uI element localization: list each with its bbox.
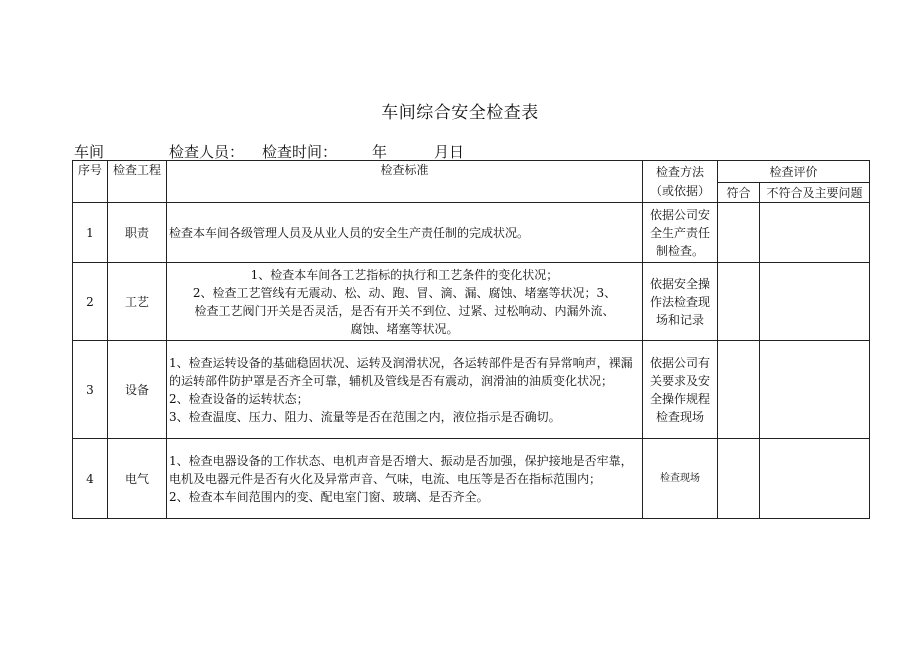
row-conform-cell <box>718 439 760 519</box>
row-item: 工艺 <box>108 263 167 341</box>
header-evaluation: 检查评价 <box>718 161 870 183</box>
row-conform-cell <box>718 341 760 439</box>
row-method: 依据公司有 关要求及安 全操作规程 检查现场 <box>643 341 718 439</box>
row-seq: 4 <box>73 439 108 519</box>
row-standard <box>167 203 643 263</box>
header-method-line2: （或依据） <box>649 183 710 198</box>
workshop-label: 车间 <box>74 143 105 161</box>
header-seq: 序号 <box>73 161 108 203</box>
row-seq: 3 <box>73 341 108 439</box>
header-standard: 检查标准 <box>167 161 643 203</box>
row-nonconform-cell <box>760 263 870 341</box>
row-method: 检查现场 <box>643 439 718 519</box>
table-row <box>73 341 870 439</box>
header-method-line1: 检查方法 <box>655 164 704 179</box>
row-item: 电气 <box>108 439 167 519</box>
inspection-table <box>72 160 870 519</box>
row-seq: 1 <box>73 203 108 263</box>
row-standard <box>167 341 643 439</box>
row-standard-text: 1、检查本车间各工艺指标的执行和工艺条件的变化状况； 2、检查工艺管线有无震动、松、动、跑、冒、滴、漏、腐蚀、堵塞等状况；3、 检查工艺阀门开关是否灵活，是否有开关不到位、过紧、过松响动、内漏外流、 腐蚀、堵塞等状况。 <box>192 267 617 336</box>
inspector-label: 检查人员： <box>169 143 245 161</box>
row-standard-text: 检查本车间各级管理人员及从业人员的安全生产责任制的完成状况。 <box>169 225 530 240</box>
row-conform-cell <box>718 263 760 341</box>
header-method <box>643 161 718 203</box>
row-standard-text: 1、检查运转设备的基础稳固状况、运转及润滑状况，各运转部件是否有异常响声，裸漏的运转部件防护罩是否齐全可靠，辅机及管线是否有震动，润滑油的油质变化状况； 2、检查设备的运转状态； 3、检查温度、压力、阻力、流量等是否在范围之内，液位指示是否确切。 <box>169 355 633 424</box>
row-standard-text: 1、检查电器设备的工作状态、电机声音是否增大、振动是否加强，保护接地是否牢靠，电机及电器元件是否有火化及异常声音、气味，电流、电压等是否在指标范围内； 2、检查本车间范围内的变、配电室门窗、玻璃、是否齐全。 <box>169 453 633 504</box>
row-nonconform-cell <box>760 203 870 263</box>
row-conform-cell <box>718 203 760 263</box>
row-method: 依据公司安 全生产责任 制检查。 <box>643 203 718 263</box>
table-row <box>73 263 870 341</box>
row-standard <box>167 439 643 519</box>
row-nonconform-cell <box>760 439 870 519</box>
month-day-label: 月日 <box>434 143 465 161</box>
document-title: 车间综合安全检查表 <box>381 103 539 123</box>
row-standard <box>167 263 643 341</box>
table-row <box>73 203 870 263</box>
year-label: 年 <box>372 143 388 161</box>
row-nonconform-cell <box>760 341 870 439</box>
row-item: 设备 <box>108 341 167 439</box>
row-method: 依据安全操 作法检查现 场和记录 <box>643 263 718 341</box>
header-item: 检查工程 <box>108 161 167 203</box>
table-row <box>73 439 870 519</box>
row-seq: 2 <box>73 263 108 341</box>
row-item: 职责 <box>108 203 167 263</box>
header-conform: 符合 <box>718 183 760 203</box>
inspection-time-label: 检查时间： <box>262 143 338 161</box>
header-nonconform: 不符合及主要问题 <box>760 183 870 203</box>
